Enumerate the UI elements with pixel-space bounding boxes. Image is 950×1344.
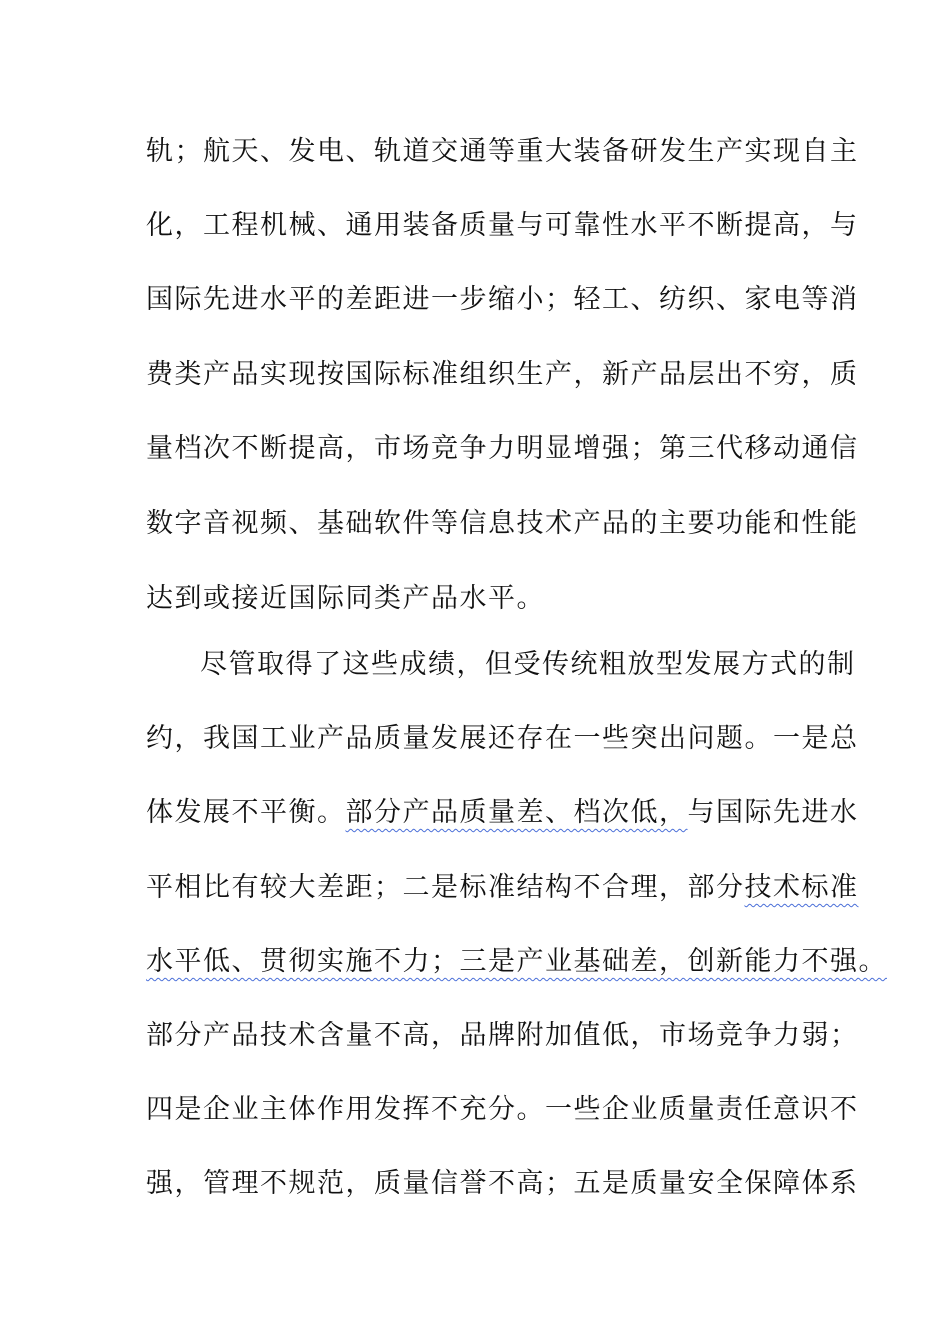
- paragraph-2-line-7: 四是企业主体作用发挥不充分。一些企业质量责任意识不: [146, 1094, 859, 1125]
- paragraph-1-line-7: 达到或接近国际同类产品水平。: [146, 583, 545, 614]
- paragraph-1-line-4: 费类产品实现按国际标准组织生产，新产品层出不穷，质: [146, 359, 859, 390]
- paragraph-1-line-1: 轨；航天、发电、轨道交通等重大装备研发生产实现自主: [146, 136, 859, 167]
- paragraph-1-line-6: 数字音视频、基础软件等信息技术产品的主要功能和性能: [146, 508, 859, 539]
- paragraph-2-line-1: 尽管取得了这些成绩，但受传统粗放型发展方式的制: [200, 649, 856, 680]
- spellcheck-underlined-text: 水平低、贯彻实施不力；三是产业基础差，创新能力不强。: [146, 946, 887, 977]
- paragraph-2-line-4-part-a: 平相比有较大差距；二是标准结构不合理，部分: [146, 872, 745, 903]
- paragraph-2-line-3: [146, 793, 859, 833]
- paragraph-2-line-2: 约，我国工业产品质量发展还存在一些突出问题。一是总: [146, 723, 859, 754]
- paragraph-2-line-6: 部分产品技术含量不高，品牌附加值低，市场竞争力弱；: [146, 1020, 859, 1051]
- paragraph-2-line-8: 强，管理不规范，质量信誉不高；五是质量安全保障体系: [146, 1168, 859, 1199]
- paragraph-2-line-3-part-a: 体发展不平衡。: [146, 797, 346, 828]
- spellcheck-underlined-text: 部分产品质量差、档次低，: [345, 797, 688, 828]
- paragraph-2-line-3-part-c: 与国际先进水: [687, 797, 859, 828]
- paragraph-2-line-4: [146, 868, 859, 908]
- paragraph-2-line-5: [146, 942, 887, 982]
- spellcheck-underlined-text: 技术标准: [744, 872, 859, 903]
- paragraph-1-line-3: 国际先进水平的差距进一步缩小；轻工、纺织、家电等消: [146, 284, 859, 315]
- paragraph-1-line-2: 化，工程机械、通用装备质量与可靠性水平不断提高，与: [146, 210, 859, 241]
- paragraph-1-line-5: 量档次不断提高，市场竞争力明显增强；第三代移动通信: [146, 433, 859, 464]
